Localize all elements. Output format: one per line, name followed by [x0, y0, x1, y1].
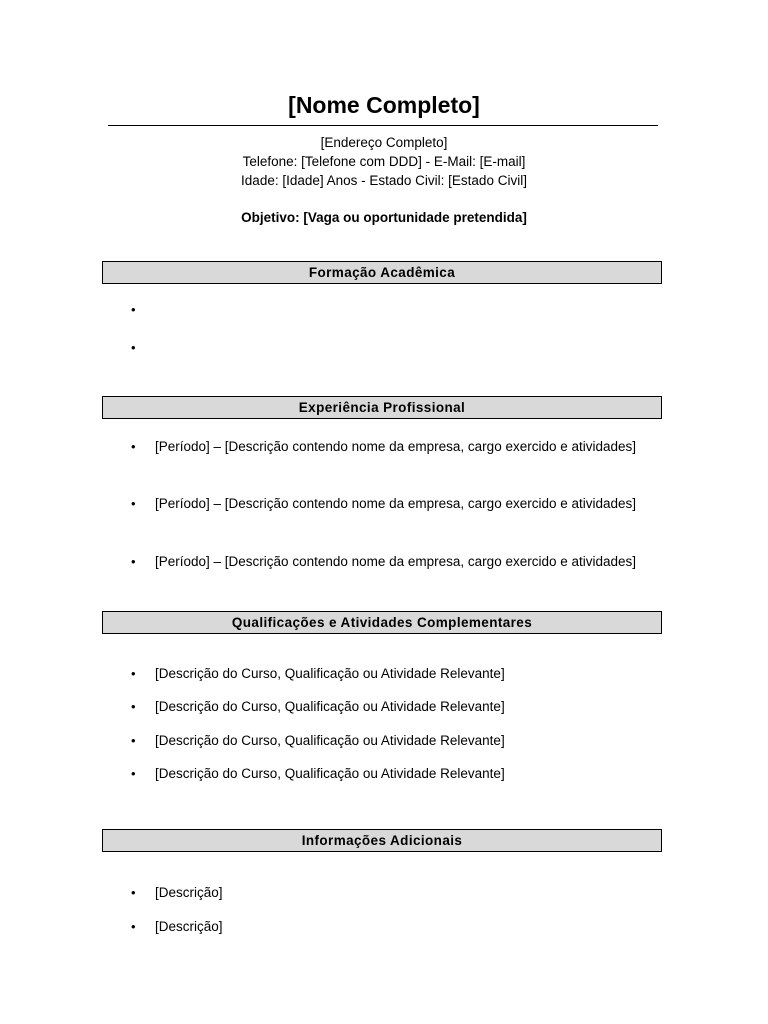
qualification-item: [Descrição do Curso, Qualificação ou Atividade Relevante] [155, 766, 505, 781]
address-line: [Endereço Completo] [320, 135, 448, 150]
bullet-icon: • [131, 340, 136, 355]
bullet-icon: • [131, 919, 136, 934]
header-divider [108, 125, 658, 126]
bullet-icon: • [131, 885, 136, 900]
qualification-item: [Descrição do Curso, Qualificação ou Atividade Relevante] [155, 699, 505, 714]
experience-item: [Período] – [Descrição contendo nome da empresa, cargo exercido e atividades] [155, 439, 637, 454]
qualification-item: [Descrição do Curso, Qualificação ou Atividade Relevante] [155, 666, 505, 681]
bullet-icon: • [131, 302, 136, 317]
additional-item: [Descrição] [155, 885, 223, 900]
additional-item: [Descrição] [155, 919, 223, 934]
experience-item: [Período] – [Descrição contendo nome da empresa, cargo exercido e atividades] [155, 496, 637, 511]
section-header-experience: Experiência Profissional [102, 396, 662, 419]
resume-name: [Nome Completo] [288, 92, 480, 118]
bullet-icon: • [131, 666, 136, 681]
section-header-qualifications: Qualificações e Atividades Complementares [102, 611, 662, 634]
section-header-additional: Informações Adicionais [102, 829, 662, 852]
section-header-education: Formação Acadêmica [102, 261, 662, 284]
bullet-icon: • [131, 496, 136, 511]
bullet-icon: • [131, 439, 136, 454]
phone-email-line: Telefone: [Telefone com DDD] - E-Mail: [E-mail] [242, 154, 526, 169]
objective-line: Objetivo: [Vaga ou oportunidade pretendida] [241, 210, 527, 225]
bullet-icon: • [131, 766, 136, 781]
qualification-item: [Descrição do Curso, Qualificação ou Atividade Relevante] [155, 733, 505, 748]
bullet-icon: • [131, 699, 136, 714]
experience-item: [Período] – [Descrição contendo nome da empresa, cargo exercido e atividades] [155, 554, 637, 569]
bullet-icon: • [131, 733, 136, 748]
age-status-line: Idade: [Idade] Anos - Estado Civil: [Estado Civil] [241, 173, 527, 188]
bullet-icon: • [131, 554, 136, 569]
